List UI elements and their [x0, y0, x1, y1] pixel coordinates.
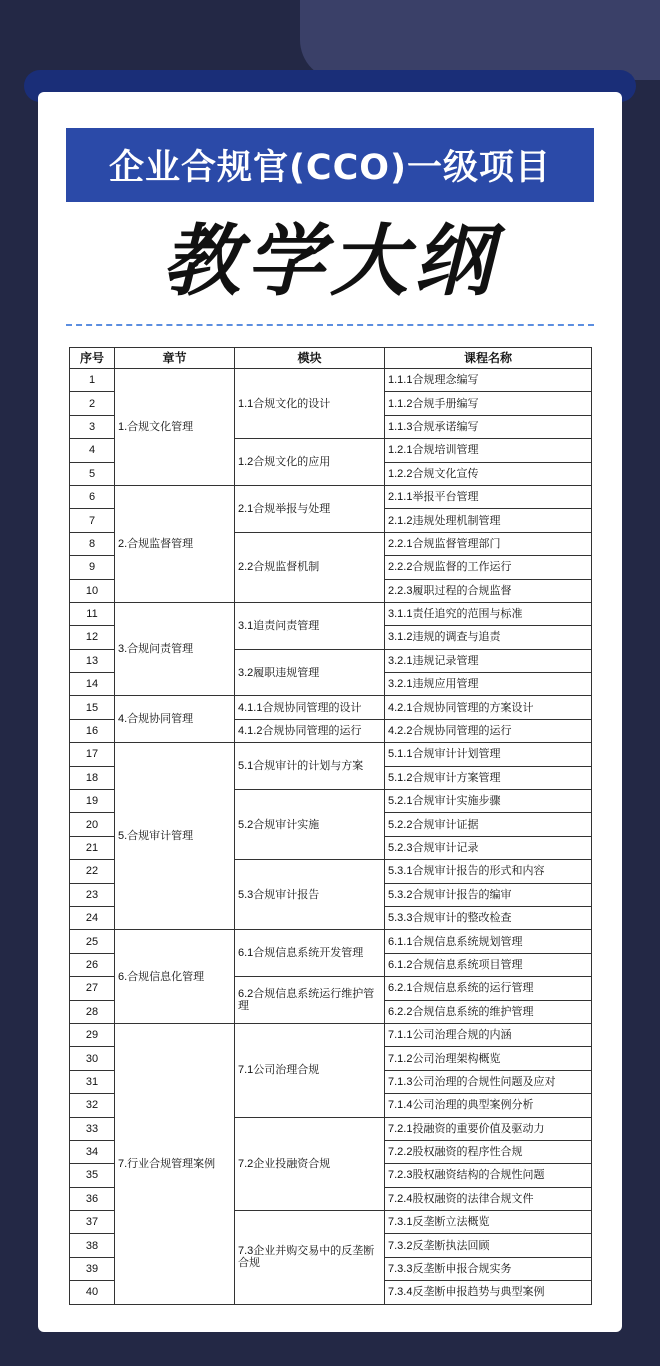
table-row — [70, 369, 592, 392]
row-index: 24 — [70, 906, 115, 929]
table-header-row — [70, 348, 592, 369]
module-cell: 3.2履职违规管理 — [235, 649, 385, 696]
row-index: 1 — [70, 369, 115, 392]
module-cell: 4.1.1合规协同管理的设计 — [235, 696, 385, 719]
row-index: 21 — [70, 836, 115, 859]
course-cell: 6.1.2合规信息系统项目管理 — [385, 953, 592, 976]
module-cell: 7.1公司治理合规 — [235, 1023, 385, 1117]
row-index: 14 — [70, 673, 115, 696]
table-row — [70, 485, 592, 508]
header-chapter: 章节 — [115, 348, 235, 369]
syllabus-heading: 教学大纲 — [161, 217, 498, 307]
row-index: 22 — [70, 860, 115, 883]
course-cell: 7.1.2公司治理架构概览 — [385, 1047, 592, 1070]
row-index: 11 — [70, 602, 115, 625]
table-row — [70, 1023, 592, 1046]
course-cell: 7.1.3公司治理的合规性问题及应对 — [385, 1070, 592, 1093]
course-cell: 3.2.1违规记录管理 — [385, 649, 592, 672]
row-index: 30 — [70, 1047, 115, 1070]
row-index: 16 — [70, 719, 115, 742]
row-index: 26 — [70, 953, 115, 976]
course-cell: 3.1.1责任追究的范围与标准 — [385, 602, 592, 625]
course-cell: 1.2.2合规文化宣传 — [385, 462, 592, 485]
row-index: 33 — [70, 1117, 115, 1140]
table-row — [70, 696, 592, 719]
course-cell: 1.1.1合规理念编写 — [385, 369, 592, 392]
row-index: 28 — [70, 1000, 115, 1023]
row-index: 39 — [70, 1257, 115, 1280]
row-index: 20 — [70, 813, 115, 836]
chapter-cell: 5.合规审计管理 — [115, 743, 235, 930]
row-index: 18 — [70, 766, 115, 789]
chapter-cell: 7.行业合规管理案例 — [115, 1023, 235, 1304]
background-shape — [300, 0, 660, 80]
course-cell: 3.2.1违规应用管理 — [385, 673, 592, 696]
course-cell: 5.3.3合规审计的整改检查 — [385, 906, 592, 929]
row-index: 25 — [70, 930, 115, 953]
row-index: 15 — [70, 696, 115, 719]
syllabus-card — [38, 92, 622, 1332]
course-cell: 6.2.2合规信息系统的维护管理 — [385, 1000, 592, 1023]
course-cell: 5.2.1合规审计实施步骤 — [385, 790, 592, 813]
course-cell: 5.2.2合规审计证据 — [385, 813, 592, 836]
row-index: 35 — [70, 1164, 115, 1187]
course-cell: 2.2.3履职过程的合规监督 — [385, 579, 592, 602]
course-cell: 7.1.1公司治理合规的内涵 — [385, 1023, 592, 1046]
row-index: 31 — [70, 1070, 115, 1093]
course-cell: 5.2.3合规审计记录 — [385, 836, 592, 859]
module-cell: 6.1合规信息系统开发管理 — [235, 930, 385, 977]
chapter-cell: 2.合规监督管理 — [115, 485, 235, 602]
chapter-cell: 3.合规问责管理 — [115, 602, 235, 696]
course-cell: 7.3.4反垄断申报趋势与典型案例 — [385, 1281, 592, 1304]
row-index: 4 — [70, 439, 115, 462]
row-index: 2 — [70, 392, 115, 415]
chapter-cell: 6.合规信息化管理 — [115, 930, 235, 1024]
course-cell: 4.2.2合规协同管理的运行 — [385, 719, 592, 742]
row-index: 12 — [70, 626, 115, 649]
chapter-cell: 4.合规协同管理 — [115, 696, 235, 743]
course-cell: 2.1.1举报平台管理 — [385, 485, 592, 508]
row-index: 23 — [70, 883, 115, 906]
row-index: 40 — [70, 1281, 115, 1304]
course-cell: 6.2.1合规信息系统的运行管理 — [385, 977, 592, 1000]
module-cell: 7.2企业投融资合规 — [235, 1117, 385, 1211]
course-cell: 6.1.1合规信息系统规划管理 — [385, 930, 592, 953]
row-index: 9 — [70, 556, 115, 579]
module-cell: 5.1合规审计的计划与方案 — [235, 743, 385, 790]
row-index: 34 — [70, 1140, 115, 1163]
row-index: 17 — [70, 743, 115, 766]
syllabus-table-body — [70, 369, 592, 1305]
chapter-cell: 1.合规文化管理 — [115, 369, 235, 486]
dashed-divider — [66, 324, 594, 326]
course-cell: 2.2.1合规监督管理部门 — [385, 532, 592, 555]
module-cell: 5.3合规审计报告 — [235, 860, 385, 930]
course-cell: 7.2.1投融资的重要价值及驱动力 — [385, 1117, 592, 1140]
module-cell: 6.2合规信息系统运行维护管理 — [235, 977, 385, 1024]
course-cell: 7.2.3股权融资结构的合规性问题 — [385, 1164, 592, 1187]
module-cell: 2.1合规举报与处理 — [235, 485, 385, 532]
table-row — [70, 602, 592, 625]
row-index: 38 — [70, 1234, 115, 1257]
module-cell: 1.2合规文化的应用 — [235, 439, 385, 486]
row-index: 8 — [70, 532, 115, 555]
course-cell: 7.2.4股权融资的法律合规文件 — [385, 1187, 592, 1210]
module-cell: 4.1.2合规协同管理的运行 — [235, 719, 385, 742]
header-module: 模块 — [235, 348, 385, 369]
course-cell: 7.2.2股权融资的程序性合规 — [385, 1140, 592, 1163]
course-cell: 7.3.3反垄断申报合规实务 — [385, 1257, 592, 1280]
course-cell: 7.3.1反垄断立法概览 — [385, 1211, 592, 1234]
row-index: 29 — [70, 1023, 115, 1046]
header-course: 课程名称 — [385, 348, 592, 369]
module-cell: 1.1合规文化的设计 — [235, 369, 385, 439]
row-index: 36 — [70, 1187, 115, 1210]
course-cell: 5.1.1合规审计计划管理 — [385, 743, 592, 766]
row-index: 13 — [70, 649, 115, 672]
course-cell: 5.3.1合规审计报告的形式和内容 — [385, 860, 592, 883]
row-index: 7 — [70, 509, 115, 532]
header-index: 序号 — [70, 348, 115, 369]
row-index: 27 — [70, 977, 115, 1000]
row-index: 19 — [70, 790, 115, 813]
table-row — [70, 930, 592, 953]
row-index: 10 — [70, 579, 115, 602]
module-cell: 2.2合规监督机制 — [235, 532, 385, 602]
course-cell: 2.2.2合规监督的工作运行 — [385, 556, 592, 579]
course-cell: 1.1.2合规手册编写 — [385, 392, 592, 415]
module-cell: 5.2合规审计实施 — [235, 790, 385, 860]
course-cell: 5.3.2合规审计报告的编审 — [385, 883, 592, 906]
course-cell: 2.1.2违规处理机制管理 — [385, 509, 592, 532]
row-index: 37 — [70, 1211, 115, 1234]
course-cell: 7.1.4公司治理的典型案例分析 — [385, 1094, 592, 1117]
module-cell: 3.1追责问责管理 — [235, 602, 385, 649]
course-cell: 3.1.2违规的调查与追责 — [385, 626, 592, 649]
course-cell: 1.1.3合规承诺编写 — [385, 415, 592, 438]
row-index: 6 — [70, 485, 115, 508]
course-cell: 1.2.1合规培训管理 — [385, 439, 592, 462]
syllabus-table — [69, 347, 592, 1305]
course-cell: 5.1.2合规审计方案管理 — [385, 766, 592, 789]
table-row — [70, 743, 592, 766]
module-cell: 7.3企业并购交易中的反垄断合规 — [235, 1211, 385, 1305]
course-cell: 4.2.1合规协同管理的方案设计 — [385, 696, 592, 719]
course-cell: 7.3.2反垄断执法回顾 — [385, 1234, 592, 1257]
row-index: 5 — [70, 462, 115, 485]
row-index: 32 — [70, 1094, 115, 1117]
project-title-banner: 企业合规官(CCO)一级项目 — [66, 128, 594, 202]
row-index: 3 — [70, 415, 115, 438]
